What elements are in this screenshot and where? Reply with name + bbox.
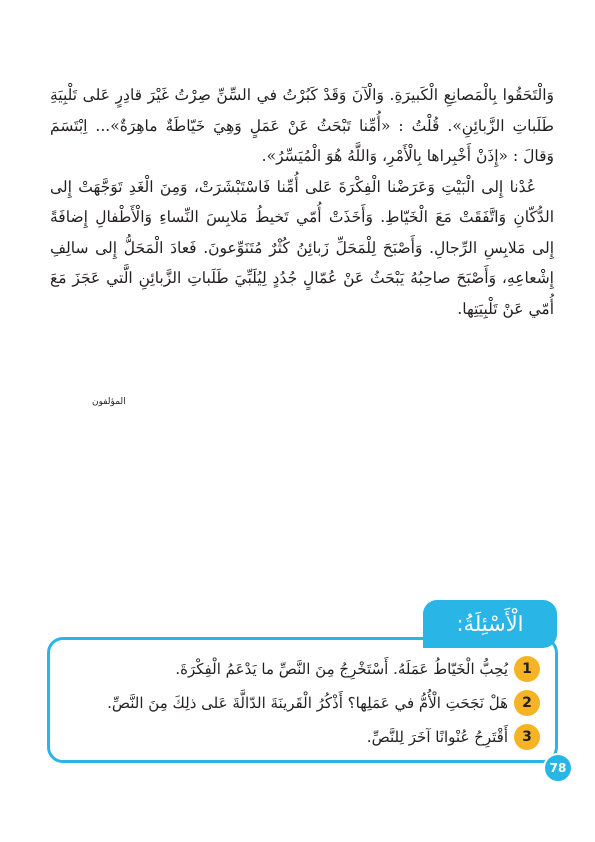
- page-number: 78: [543, 753, 573, 783]
- question-text: أَقْتَرِحُ عُنْوانًا آخَرَ لِلنَّصِّ.: [366, 728, 508, 746]
- question-text: هَلْ نَجَحَتِ الْأُمُّ في عَمَلِها؟ أَذْكُرُ الْقَرينَةَ الدّالَّةَ عَلى ذلِكَ مِنَ النَّصِّ.: [107, 694, 508, 712]
- question-item: [70, 652, 540, 686]
- questions-title: الْأَسْئِلَةُ:: [456, 612, 524, 636]
- story-paragraph-1: وَالْتَحَقُوا بِالْمَصانِعِ الْكَبيرَةِ. وَالْآنَ وَقَدْ كَبُرْتُ في السِّنِّ صِرْتُ غَيْرَ قادِرٍ عَلى تَلْبِيَةِ طَلَباتِ الزَّبائِنِ». قُلْتُ : «أُمِّنا تَبْحَثُ عَنْ عَمَلٍ وَهِيَ خَيّاطَةٌ ماهِرَةٌ»... اِبْتَسَمَ وَقالَ : «إِذَنْ أَخْبِراها بِالْأَمْرِ، وَاللَّهُ هُوَ الْمُيَسِّرُ».: [50, 86, 554, 165]
- questions-list: [70, 652, 540, 754]
- question-number-badge: 3: [514, 724, 540, 750]
- question-text: يُحِبُّ الْخَيّاطُ عَمَلَهُ. أَسْتَخْرِجُ مِنَ النَّصِّ ما يَدْعَمُ الْفِكْرَةَ.: [175, 660, 508, 678]
- story-text: [50, 80, 554, 324]
- story-paragraph-2: عُدْنا إِلى الْبَيْتِ وَعَرَضْنا الْفِكْرَةَ عَلى أُمِّنا فَاسْتَبْشَرَتْ، وَمِنَ الْغَدِ تَوَجَّهَتْ إِلى الدُّكّانِ وَاتَّفَقَتْ مَعَ الْخَيّاطِ. وَأَخَذَتْ أُمّي تَخيطُ مَلابِسَ النِّساءِ وَالْأَطْفالِ إِضافَةً إِلى مَلابِسِ الرِّجالِ. وَأَصْبَحَ لِلْمَحَلِّ زَبائِنُ كُثْرٌ مُتَنَوِّعونَ. فَعادَ الْمَحَلُّ إِلى سالِفِ إِشْعاعِهِ، وَأَصْبَحَ صاحِبُهُ يَبْحَثُ عَنْ عُمّالٍ جُدُدٍ لِيُلَبِّيَ طَلَباتِ الزَّبائِنِ الَّتي عَجَزَ مَعَ أُمّي عَنْ تَلْبِيَتِها.: [50, 177, 554, 318]
- question-number-badge: 1: [514, 656, 540, 682]
- questions-header: [423, 600, 557, 648]
- question-item: [70, 720, 540, 754]
- question-item: [70, 686, 540, 720]
- question-number-badge: 2: [514, 690, 540, 716]
- author-credit: المؤلفون: [92, 397, 126, 407]
